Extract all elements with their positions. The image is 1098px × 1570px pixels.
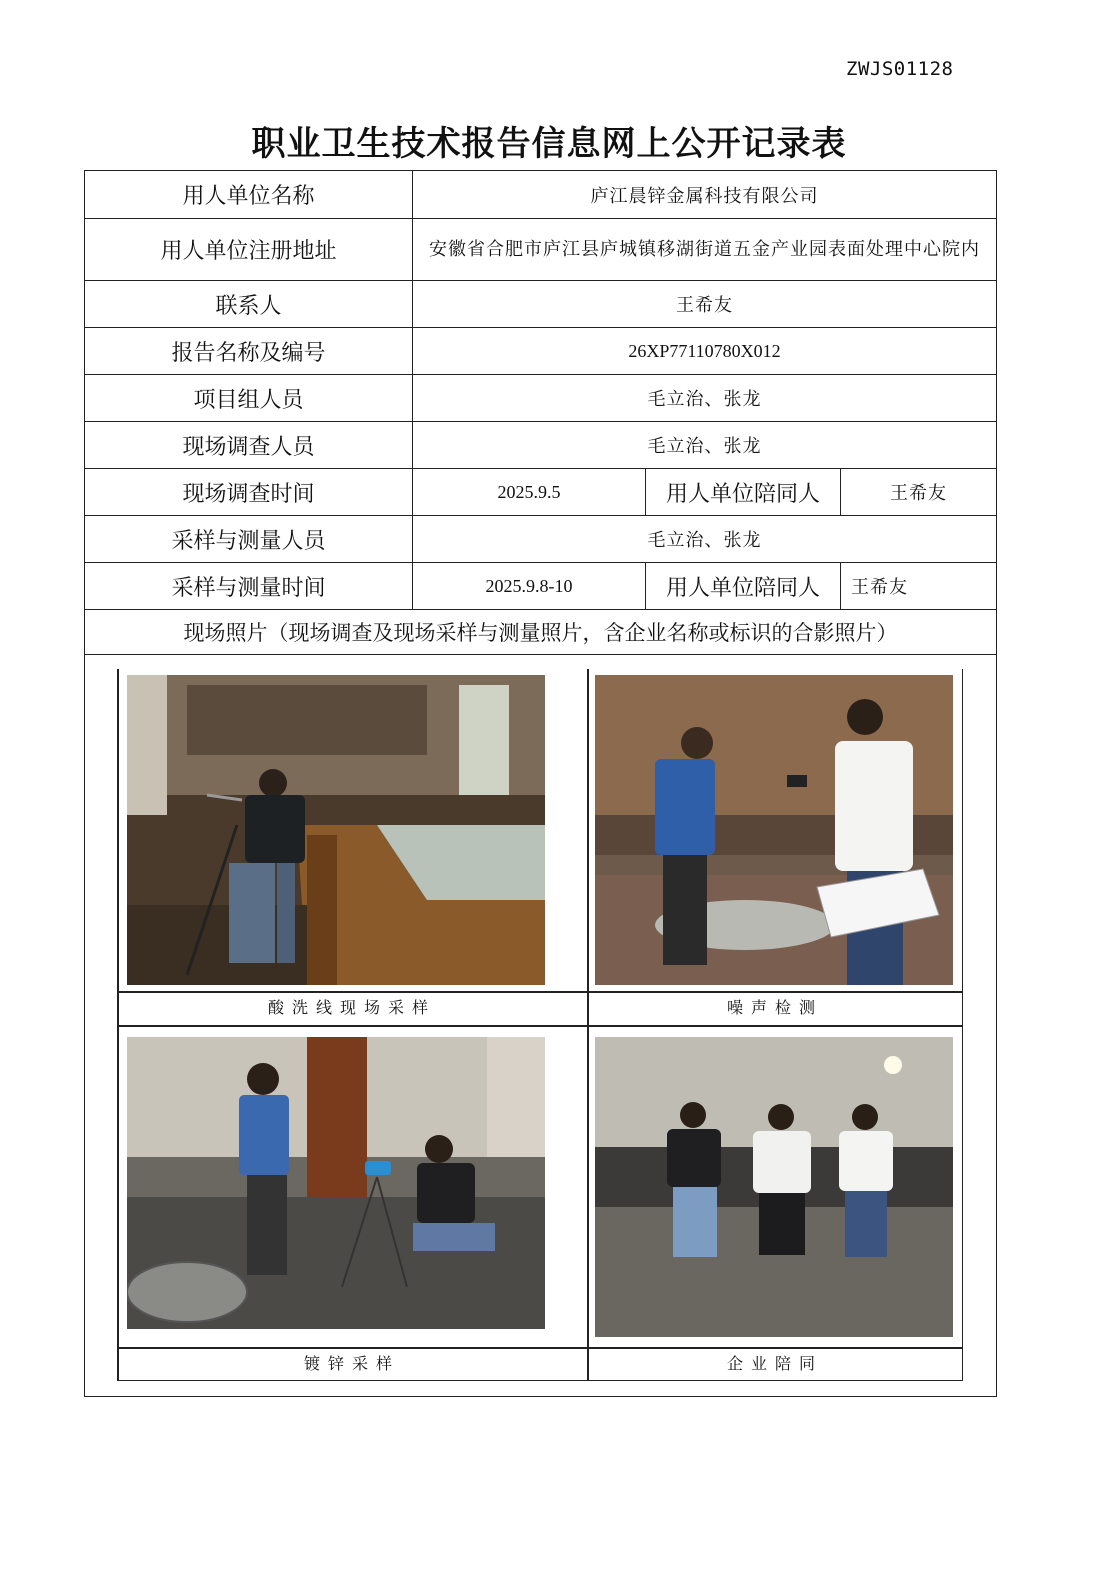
contact-label: 联系人 xyxy=(85,281,413,328)
document-code: ZWJS01128 xyxy=(846,58,954,80)
row-survey-staff xyxy=(85,422,997,469)
row-address xyxy=(85,219,997,281)
sampling-time-label: 采样与测量时间 xyxy=(85,563,413,610)
photo-pickling-line-sampling xyxy=(127,675,545,985)
survey-time-value: 2025.9.5 xyxy=(413,469,646,516)
address-value: 安徽省合肥市庐江县庐城镇移湖街道五金产业园表面处理中心院内 xyxy=(413,219,997,281)
row-sampling-time xyxy=(85,563,997,610)
row-contact xyxy=(85,281,997,328)
caption-company-accompaniment: 企业陪同 xyxy=(726,1354,823,1373)
contact-value: 王希友 xyxy=(413,281,997,328)
sampling-time-value: 2025.9.8-10 xyxy=(413,563,646,610)
row-photos-heading xyxy=(85,610,997,655)
address-label: 用人单位注册地址 xyxy=(85,219,413,281)
survey-staff-label: 现场调查人员 xyxy=(85,422,413,469)
row-team xyxy=(85,375,997,422)
sampling-staff-value: 毛立治、张龙 xyxy=(413,516,997,563)
survey-time-label: 现场调查时间 xyxy=(85,469,413,516)
row-sampling-staff xyxy=(85,516,997,563)
photo-galvanizing-sampling xyxy=(127,1037,545,1329)
survey-companion-value: 王希友 xyxy=(841,469,997,516)
survey-staff-value: 毛立治、张龙 xyxy=(413,422,997,469)
photo-noise-measurement xyxy=(595,675,953,985)
photo-company-accompaniment xyxy=(595,1037,953,1337)
company-name-label: 用人单位名称 xyxy=(85,171,413,219)
record-table xyxy=(84,170,997,1397)
page-title: 职业卫生技术报告信息网上公开记录表 xyxy=(251,124,847,164)
sampling-companion-value: 王希友 xyxy=(841,563,997,610)
survey-companion-label: 用人单位陪同人 xyxy=(646,469,841,516)
row-report xyxy=(85,328,997,375)
team-label: 项目组人员 xyxy=(85,375,413,422)
caption-noise-measurement: 噪声检测 xyxy=(726,998,823,1017)
photos-heading: 现场照片（现场调查及现场采样与测量照片，含企业名称或标识的合影照片） xyxy=(85,610,997,655)
company-name-value: 庐江晨锌金属科技有限公司 xyxy=(413,171,997,219)
row-survey-time xyxy=(85,469,997,516)
sampling-companion-label: 用人单位陪同人 xyxy=(646,563,841,610)
team-value: 毛立治、张龙 xyxy=(413,375,997,422)
report-value: 26XP77110780X012 xyxy=(413,328,997,375)
sampling-staff-label: 采样与测量人员 xyxy=(85,516,413,563)
row-photos xyxy=(85,655,997,1397)
report-label: 报告名称及编号 xyxy=(85,328,413,375)
photo-grid xyxy=(117,669,963,1381)
photos-cell xyxy=(85,655,997,1397)
caption-pickling-line-sampling: 酸洗线现场采样 xyxy=(267,998,436,1017)
caption-galvanizing-sampling: 镀锌采样 xyxy=(303,1354,400,1373)
row-company-name xyxy=(85,171,997,219)
